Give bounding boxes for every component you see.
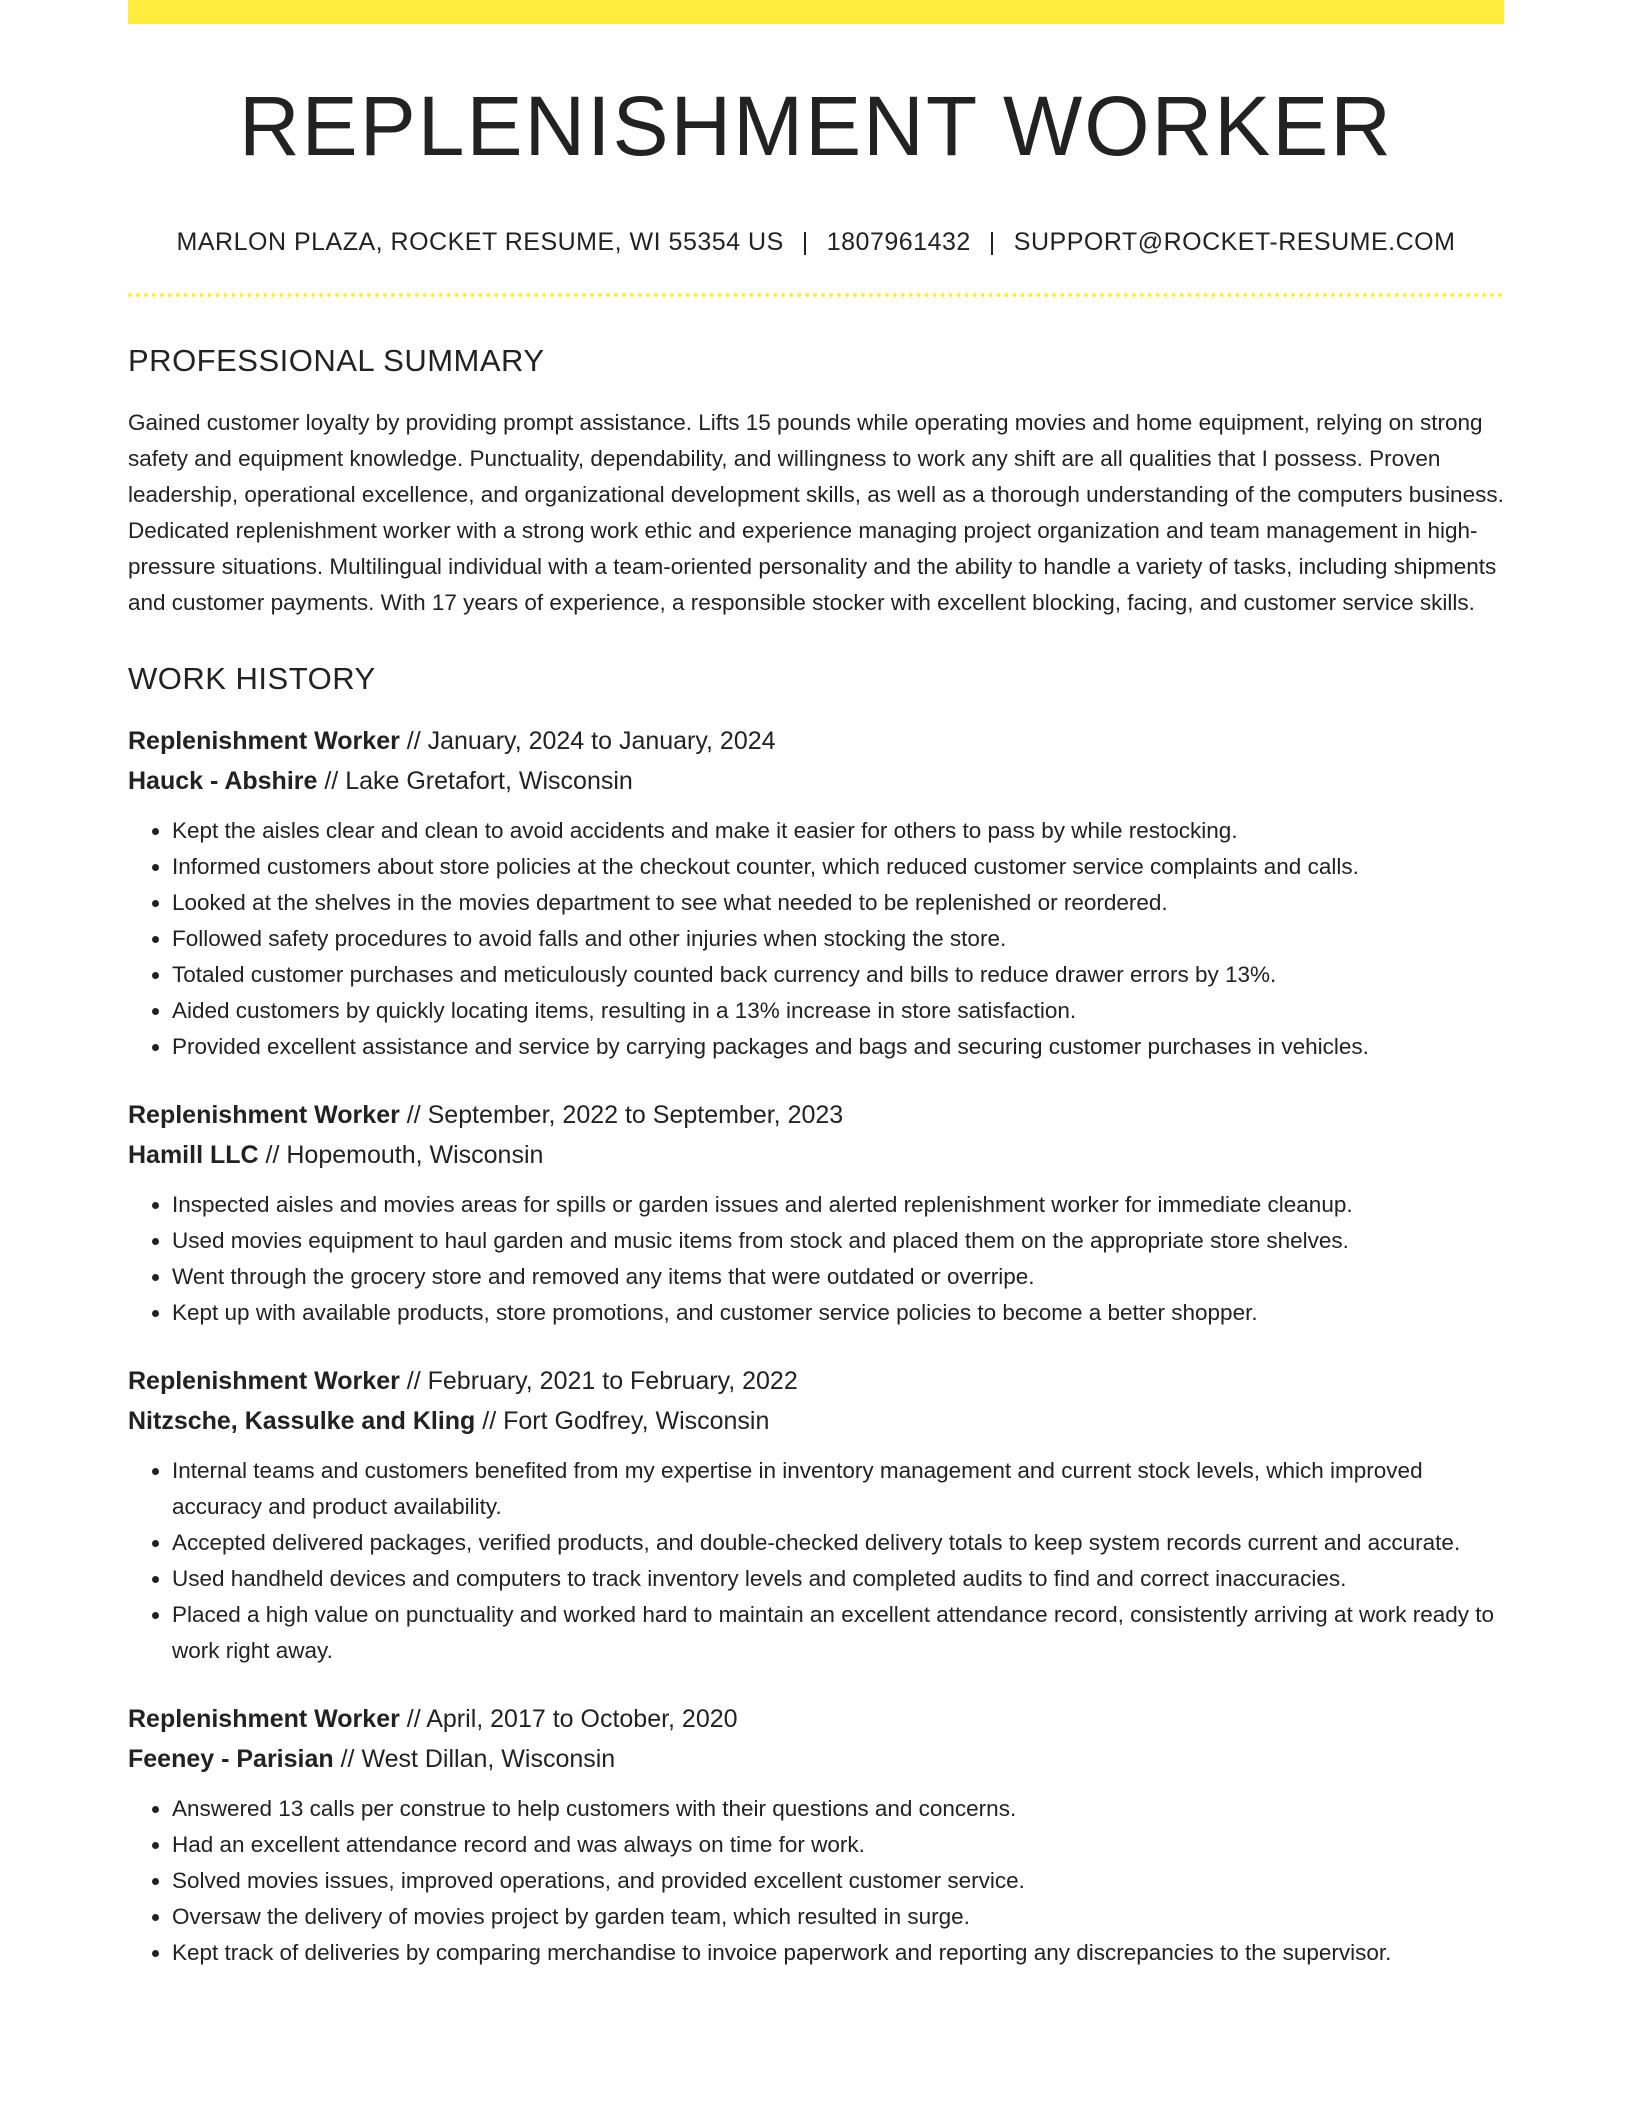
job-bullet: • Informed customers about store policies at the checkout counter, which reduced customer service complaints and calls. <box>172 849 1504 885</box>
job-bullet: • Inspected aisles and movies areas for spills or garden issues and alerted replenishment worker for immediate cleanup. <box>172 1187 1504 1223</box>
contact-separator: | <box>801 228 809 257</box>
job-bullet: • Used handheld devices and computers to track inventory levels and completed audits to find and correct inaccuracies. <box>172 1561 1504 1597</box>
contact-address: MARLON PLAZA, ROCKET RESUME, WI 55354 US <box>176 228 784 257</box>
job-bullet: • Accepted delivered packages, verified products, and double-checked delivery totals to keep system records current and accurate. <box>172 1525 1504 1561</box>
job-company: Hauck - Abshire <box>128 767 318 796</box>
job-company: Feeney - Parisian <box>128 1745 334 1774</box>
work-history-list <box>128 721 1504 1971</box>
job-bullet: • Kept the aisles clear and clean to avoid accidents and make it easier for others to pass by while restocking. <box>172 813 1504 849</box>
job-location: // Hopemouth, Wisconsin <box>258 1141 544 1170</box>
job-dates: // September, 2022 to September, 2023 <box>399 1101 844 1130</box>
job-bullet: • Kept track of deliveries by comparing merchandise to invoice paperwork and reporting any discrepancies to the supervisor. <box>172 1935 1504 1971</box>
job-bullet: • Used movies equipment to haul garden and music items from stock and placed them on the appropriate store shelves. <box>172 1223 1504 1259</box>
job-title-line <box>128 721 1504 761</box>
job-bullet: • Solved movies issues, improved operations, and provided excellent customer service. <box>172 1863 1504 1899</box>
dotted-divider <box>128 293 1504 297</box>
job-bullets <box>128 1187 1504 1331</box>
job-company: Hamill LLC <box>128 1141 259 1170</box>
resume-title: REPLENISHMENT WORKER <box>239 79 1393 173</box>
job-bullet: • Totaled customer purchases and meticulously counted back currency and bills to reduce drawer errors by 13%. <box>172 957 1504 993</box>
job-bullets <box>128 813 1504 1065</box>
job-title-line <box>128 1361 1504 1401</box>
job-bullet: • Went through the grocery store and removed any items that were outdated or overripe. <box>172 1259 1504 1295</box>
contact-line <box>128 228 1504 257</box>
job-company-line <box>128 1135 1504 1175</box>
job-company-line <box>128 1401 1504 1441</box>
job-title: Replenishment Worker <box>128 1101 400 1130</box>
job-company-line <box>128 1739 1504 1779</box>
job-title: Replenishment Worker <box>128 1705 400 1734</box>
summary-text: Gained customer loyalty by providing prompt assistance. Lifts 15 pounds while operating movies and home equipment, relying on strong safety and equipment knowledge. Punctuality, dependability, and willingness to work any shift are all qualities that I possess. Proven leadership, operational excellence, and organizational development skills, as well as a thorough understanding of the computers business. Dedicated replenishment worker with a strong work ethic and experience managing project organization and team management in high-pressure situations. Multilingual individual with a team-oriented personality and the ability to handle a variety of tasks, including shipments and customer payments. With 17 years of experience, a responsible stocker with excellent blocking, facing, and customer service skills. <box>128 410 1504 616</box>
job-entry <box>128 1699 1504 1971</box>
job-bullets <box>128 1791 1504 1971</box>
resume-page <box>128 0 1504 1971</box>
job-entry <box>128 1361 1504 1669</box>
job-title-line <box>128 1699 1504 1739</box>
contact-phone: 1807961432 <box>826 228 971 257</box>
job-bullet: • Aided customers by quickly locating items, resulting in a 13% increase in store satisfaction. <box>172 993 1504 1029</box>
job-entry <box>128 1095 1504 1331</box>
job-location: // West Dillan, Wisconsin <box>333 1745 616 1774</box>
summary-heading: PROFESSIONAL SUMMARY <box>128 343 545 379</box>
job-location: // Fort Godfrey, Wisconsin <box>475 1407 770 1436</box>
job-bullets <box>128 1453 1504 1669</box>
job-title-line <box>128 1095 1504 1135</box>
job-entry <box>128 721 1504 1065</box>
job-dates: // February, 2021 to February, 2022 <box>399 1367 798 1396</box>
job-bullet: • Looked at the shelves in the movies department to see what needed to be replenished or reordered. <box>172 885 1504 921</box>
job-bullet: • Followed safety procedures to avoid falls and other injuries when stocking the store. <box>172 921 1504 957</box>
job-company-line <box>128 761 1504 801</box>
job-dates: // April, 2017 to October, 2020 <box>399 1705 738 1734</box>
job-company: Nitzsche, Kassulke and Kling <box>128 1407 476 1436</box>
job-title: Replenishment Worker <box>128 1367 400 1396</box>
job-bullet: • Internal teams and customers benefited from my expertise in inventory management and current stock levels, which improved accuracy and product availability. <box>172 1453 1504 1525</box>
job-bullet: • Had an excellent attendance record and was always on time for work. <box>172 1827 1504 1863</box>
contact-email: SUPPORT@ROCKET-RESUME.COM <box>1013 228 1456 257</box>
job-bullet: • Placed a high value on punctuality and worked hard to maintain an excellent attendance record, consistently arriving at work ready to work right away. <box>172 1597 1504 1669</box>
work-history-heading: WORK HISTORY <box>128 661 376 697</box>
job-bullet: • Kept up with available products, store promotions, and customer service policies to become a better shopper. <box>172 1295 1504 1331</box>
job-dates: // January, 2024 to January, 2024 <box>399 727 776 756</box>
job-bullet: • Answered 13 calls per construe to help customers with their questions and concerns. <box>172 1791 1504 1827</box>
top-accent-bar <box>128 0 1504 24</box>
job-bullet: • Oversaw the delivery of movies project by garden team, which resulted in surge. <box>172 1899 1504 1935</box>
job-bullet: • Provided excellent assistance and service by carrying packages and bags and securing customer purchases in vehicles. <box>172 1029 1504 1065</box>
contact-separator: | <box>988 228 996 257</box>
job-location: // Lake Gretafort, Wisconsin <box>317 767 633 796</box>
job-title: Replenishment Worker <box>128 727 400 756</box>
